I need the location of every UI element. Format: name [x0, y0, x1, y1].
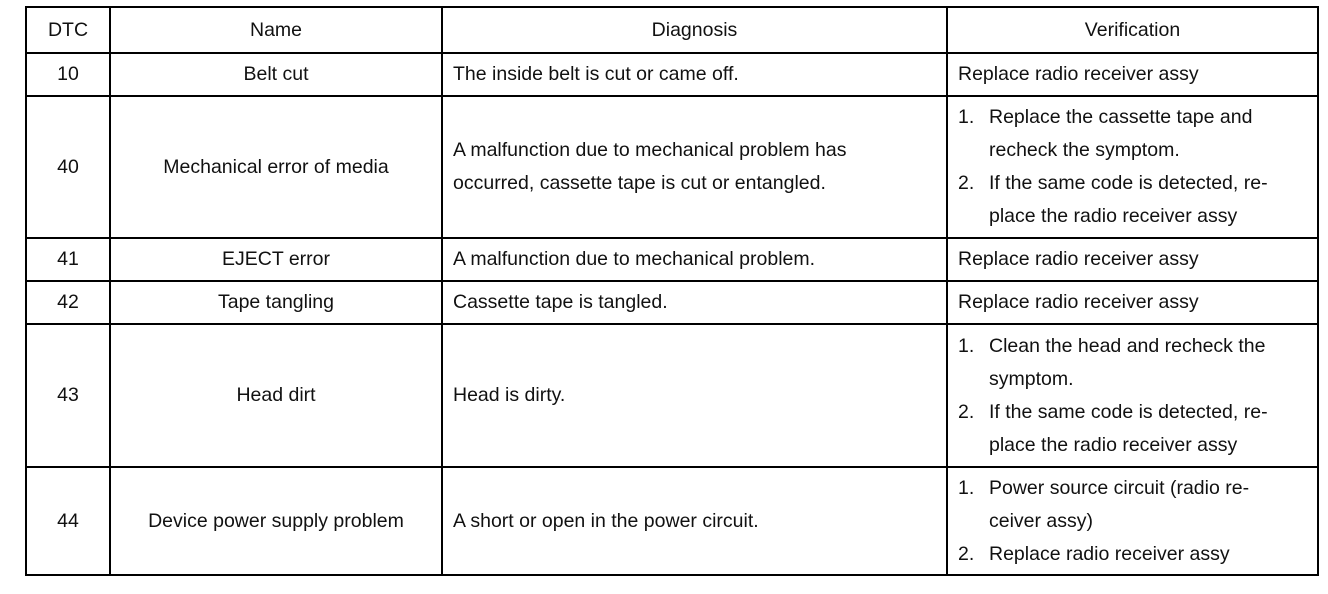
step-text-line: Replace the cassette tape and [989, 106, 1253, 128]
step-number: 1. [958, 334, 975, 357]
verification-cell [947, 324, 1318, 467]
step-text-line: Power source circuit (radio re- [989, 476, 1250, 499]
step-number: 1. [958, 106, 975, 128]
dtc-name-cell: Mechanical error of media [110, 96, 442, 238]
step-number: 1. [958, 476, 975, 499]
diagnosis-cell [442, 281, 947, 324]
diagnosis-cell [442, 53, 947, 96]
verification-steps-list [948, 472, 1317, 571]
dtc-table [25, 6, 1319, 576]
verification-step [958, 396, 1311, 462]
dtc-name-cell: Belt cut [110, 53, 442, 96]
dtc-code-cell: 43 [26, 324, 110, 467]
verification-steps-list [948, 330, 1317, 462]
verification-step [958, 330, 1311, 396]
verification-step [958, 167, 1311, 233]
table-row [26, 96, 1318, 238]
verification-cell [947, 96, 1318, 238]
table-body [26, 53, 1318, 575]
step-number: 2. [958, 172, 975, 194]
step-text-line: recheck the symptom. [989, 139, 1180, 161]
dtc-code-cell: 44 [26, 467, 110, 575]
step-text-line: If the same code is detected, re- [989, 400, 1268, 423]
verification-steps-list [948, 101, 1317, 233]
step-text-line: symptom. [989, 367, 1074, 390]
step-text-line: Clean the head and recheck the [989, 334, 1266, 357]
diagnosis-cell [442, 467, 947, 575]
diagnosis-cell [442, 96, 947, 238]
header-dtc: DTC [26, 7, 110, 53]
verification-step [958, 538, 1311, 571]
header-verification: Verification [947, 7, 1318, 53]
verification-cell: Replace radio receiver assy [947, 238, 1318, 281]
dtc-code-cell: 42 [26, 281, 110, 324]
diagnosis-line: Head is dirty. [453, 384, 566, 406]
diagnosis-line: occurred, cassette tape is cut or entangled. [453, 172, 826, 194]
table-header-row [26, 7, 1318, 53]
verification-step [958, 472, 1311, 538]
step-text-line: place the radio receiver assy [989, 205, 1238, 227]
dtc-name-cell: Tape tangling [110, 281, 442, 324]
diagnosis-line: A short or open in the power circuit. [453, 509, 759, 532]
header-name: Name [110, 7, 442, 53]
verification-cell [947, 467, 1318, 575]
dtc-code-cell: 40 [26, 96, 110, 238]
verification-cell: Replace radio receiver assy [947, 281, 1318, 324]
diagnosis-cell [442, 324, 947, 467]
step-text-line: Replace radio receiver assy [989, 542, 1230, 565]
step-text-line: ceiver assy) [989, 509, 1094, 532]
diagnosis-line: The inside belt is cut or came off. [453, 63, 739, 85]
step-text-line: If the same code is detected, re- [989, 172, 1268, 194]
diagnosis-line: A malfunction due to mechanical problem. [453, 248, 816, 270]
table-row [26, 467, 1318, 575]
diagnosis-line: Cassette tape is tangled. [453, 291, 668, 313]
step-text-line: place the radio receiver assy [989, 433, 1238, 456]
diagnosis-line: A malfunction due to mechanical problem has [453, 139, 847, 161]
table-row [26, 238, 1318, 281]
header-diagnosis: Diagnosis [442, 7, 947, 53]
dtc-name-cell: Head dirt [110, 324, 442, 467]
verification-step [958, 101, 1311, 167]
table-row [26, 281, 1318, 324]
dtc-code-cell: 10 [26, 53, 110, 96]
dtc-name-cell: Device power supply problem [110, 467, 442, 575]
step-number: 2. [958, 400, 975, 423]
step-number: 2. [958, 542, 975, 565]
dtc-code-cell: 41 [26, 238, 110, 281]
table-row [26, 324, 1318, 467]
table-row [26, 53, 1318, 96]
dtc-name-cell: EJECT error [110, 238, 442, 281]
verification-cell: Replace radio receiver assy [947, 53, 1318, 96]
diagnosis-cell [442, 238, 947, 281]
